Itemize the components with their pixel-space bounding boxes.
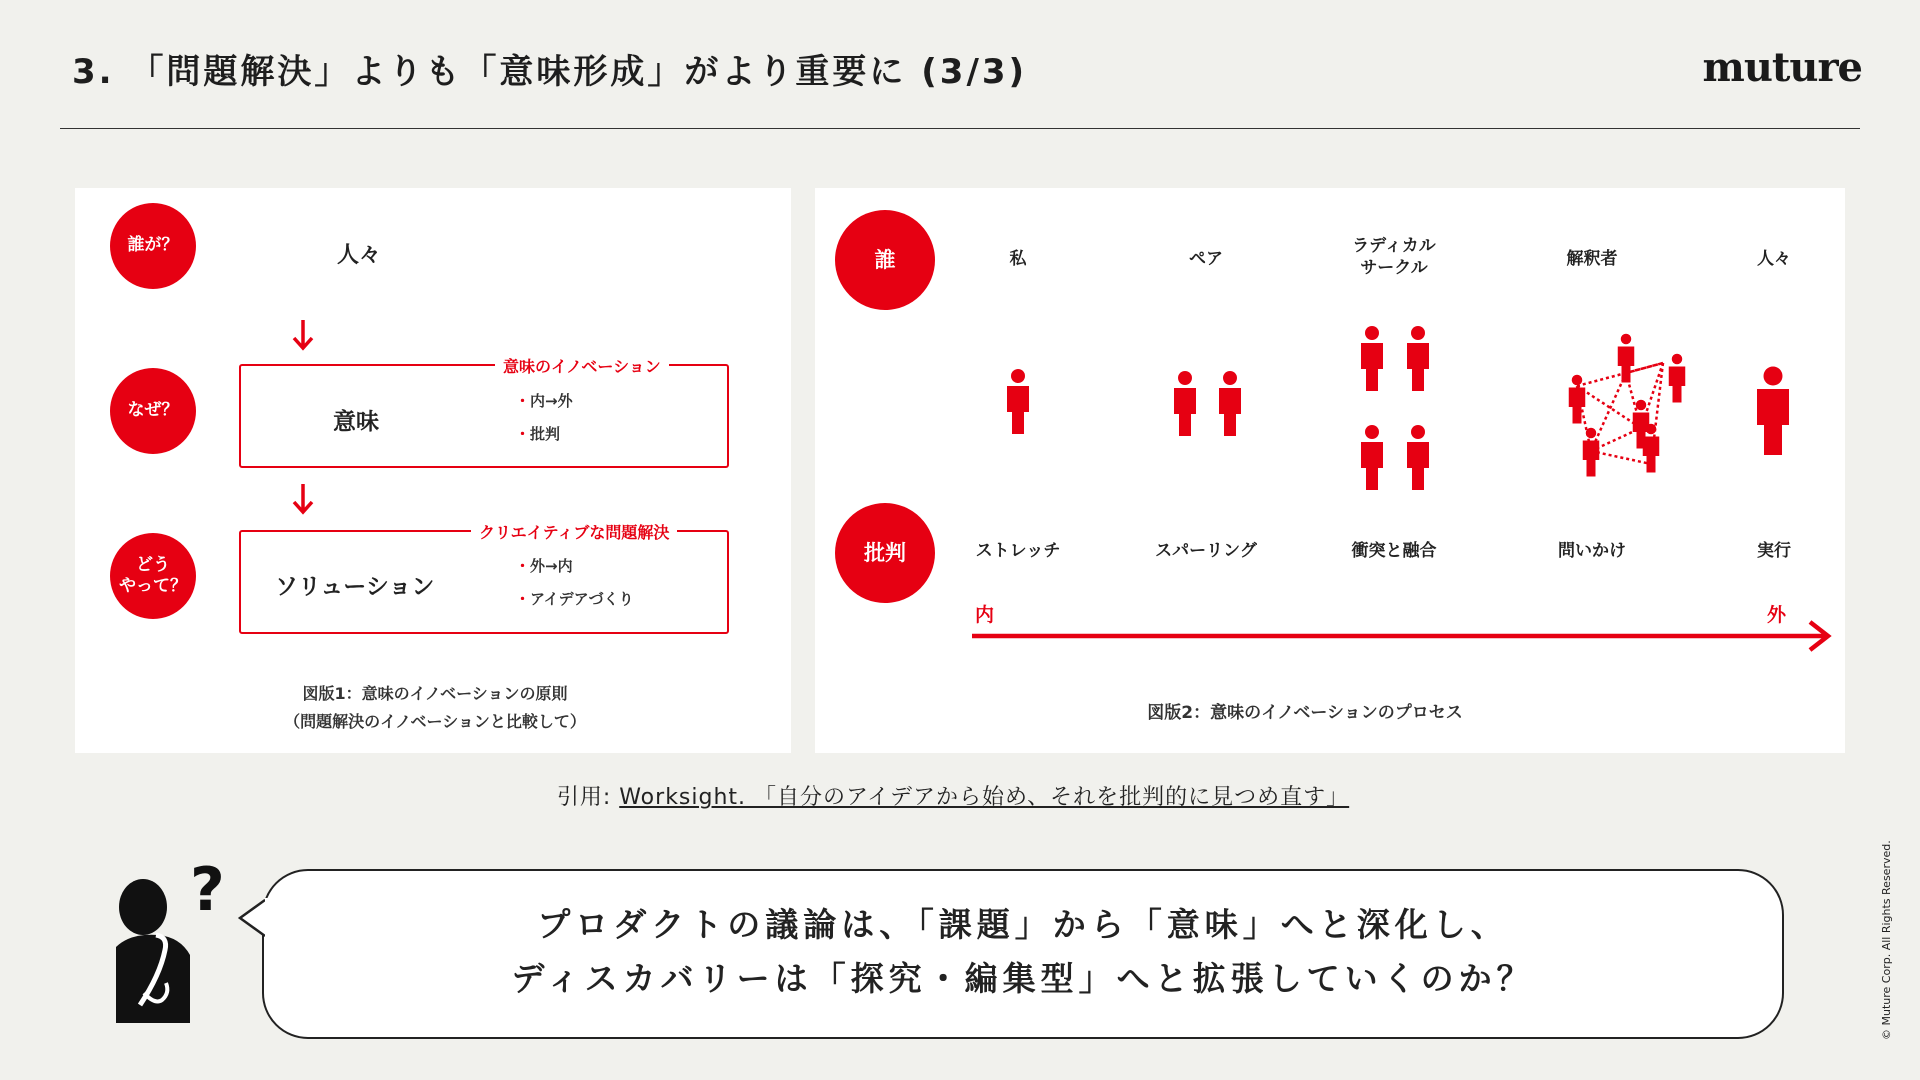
circle-critique-row: 批判 [835,503,935,603]
arrow-down-icon [291,318,315,352]
who-label-radical-circle: ラディカル サークル [1352,236,1436,279]
figure-1-panel [75,188,791,753]
creative-problem-solving-label: クリエイティブな問題解決 [471,520,677,543]
who-label-me: 私 [1009,249,1027,269]
person-icon [1174,371,1241,436]
question-text [262,898,1784,1006]
header-divider [60,128,1860,129]
figure-2-caption: 図版2：意味のイノベーションのプロセス [1147,703,1463,723]
svg-text:?: ? [190,855,225,925]
who-label-pair: ペア [1189,249,1223,269]
meaning-innovation-label: 意味のイノベーション [495,354,669,377]
citation [0,780,1906,811]
who-label-interpreters: 解釈者 [1566,249,1618,269]
circle-how: どう やって？ [110,533,196,619]
figure-1-caption-line1: 図版1：意味のイノベーションの原則 [302,684,568,703]
question-line-2: ディスカバリーは「探究・編集型」へと拡張していくのか？ [511,959,1535,998]
person-icon [1757,367,1789,456]
axis-end-label: 外 [1767,604,1787,626]
person-icon [1361,326,1429,490]
person-icon [1569,334,1686,477]
axis-start-label: 内 [975,604,995,626]
solution-bullet-2: ・ アイデアづくり [515,588,634,609]
citation-prefix: 引用: [556,785,620,810]
row-solution-text: ソリューション [275,574,435,600]
arrow-right-icon [970,618,1840,654]
thinking-person-icon [110,855,245,1025]
copyright: © Muture Corp. All Rights Reserved. [1880,840,1893,1040]
meaning-box [239,364,729,468]
critique-label-clash-fusion: 衝突と融合 [1351,541,1437,561]
meaning-bullet-2: ・ 批判 [515,423,560,444]
critique-label-execution: 実行 [1757,541,1791,561]
row-meaning-text: 意味 [333,409,379,435]
critique-label-sparring: スパーリング [1155,541,1257,561]
figure-2-panel [815,188,1845,753]
arrow-down-icon [291,482,315,516]
circle-who-row: 誰 [835,210,935,310]
question-line-1: プロダクトの議論は、「課題」から「意味」へと深化し、 [537,905,1509,944]
critique-label-stretch: ストレッチ [975,541,1061,561]
row-people-text: 人々 [337,243,382,268]
who-label-people: 人々 [1757,249,1791,269]
circle-who: 誰が？ [110,203,196,289]
people-figures [815,188,1845,753]
person-icon [1007,369,1029,434]
meaning-bullet-1: ・ 内→外 [515,390,573,411]
citation-link[interactable]: Worksight. 「自分のアイデアから始め、それを批判的に見つめ直す」 [619,785,1350,810]
muture-logo: muture [1702,44,1862,91]
solution-bullet-1: ・ 外→内 [515,555,573,576]
critique-label-questioning: 問いかけ [1558,541,1626,561]
circle-why: なぜ？ [110,368,196,454]
page-title: 3. 「問題解決」よりも「意味形成」がより重要に (3/3) [72,52,1028,92]
figure-1-caption-line2: （問題解決のイノベーションと比較して） [284,712,586,731]
